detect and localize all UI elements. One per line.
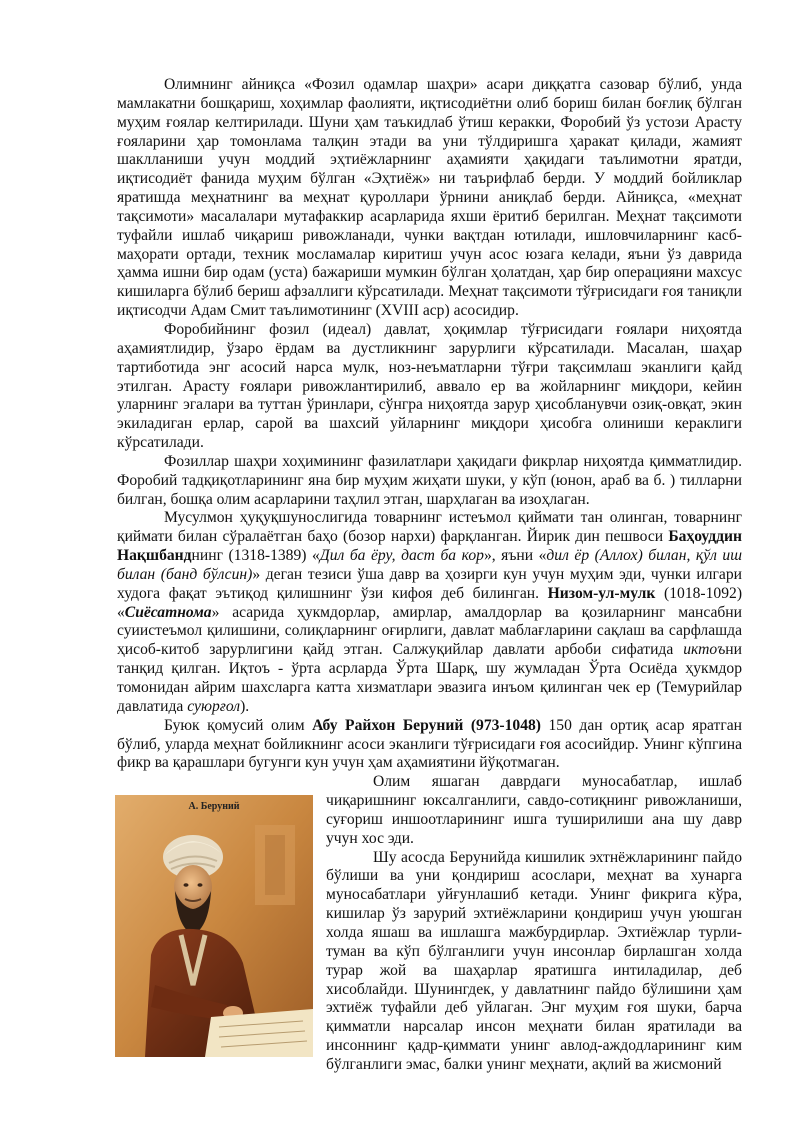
text-run: » асарида ҳукмдорлар, амирлар, амалдорлар ва қозиларнинг мансабни суиистеъмол қилишини, солиқларнинг оғирлиги, давлат маблағларини сақлаш ва сарфлашда ҳисоб-китоб зарурлигини қайд этган. Салжуқийлар давлати арбоби сифатида (117, 603, 742, 659)
paragraph (117, 453, 742, 510)
text-run: », яъни « (483, 547, 547, 565)
paragraph (117, 321, 742, 453)
paragraph: Шу асосда Берунийда кишилик эхтнёжларининг пайдо бўлиши ва уни қондириш асослари, меҳнат ва хунарга муносабатлари уйғунлашиб кетади. Унинг фикрига кўра, кишилар ўз зарурий эхтиёжларини қондириш учун уюшган холда яшаш ва ишлашга мажбурдирлар. Эхтиёжлар турли-туман ва кўп бўлганлиги учун инсонлар бирлашган холда турар жой ва шаҳарлар яратишга интиладилар, деб хисоблайди. Шунингдек, у давлатнинг пайдо бўлишини ҳам эхтиёж туфайли деб уйлаган. Энг муҳим ғоя шуки, барча қимматли нарсалар инсон меҳнати билан яратилади ва инсоннинг қадр-қиммати унинг авлод-аждодларининг ким бўлганлиги эмас, балки унинг меҳнати, ақлий ва жисмоний (326, 848, 742, 1073)
text-run: ). (240, 697, 250, 715)
text-run: » деган тезиси ўша давр ва ҳозирги кун учун муҳим эди, чунки илгари худога фақат эътиқод қилишнинг ўзи кифоя деб билинган. (117, 565, 742, 602)
text-run: иктоъ (683, 641, 726, 659)
paragraph (117, 76, 742, 321)
portrait-figure (115, 795, 313, 1057)
text-run: Сиёсатнома (124, 603, 212, 621)
figure-caption: А. Беруний (188, 801, 240, 813)
document-body (117, 76, 742, 773)
text-run: дил ёр (Аллох) билан, қўл иш билан (банд бўлсин) (117, 547, 743, 583)
text-run: Мусулмон ҳуқуқшунослигида товарнинг истеъмол қиймати тан олинган, товарнинг қиймати билан сўралаётган баҳо (бозор нархи) фарқланган. Йирик дин пешвоси (117, 509, 742, 546)
text-run: Низом-ул-мулк (547, 584, 656, 602)
text-run: суюрғол (187, 697, 241, 715)
text-run: Форобийнинг фозил (идеал) давлат, ҳоқимлар тўғрисидаги ғоялари ниҳоятда аҳамиятлидир, ўзаро ёрдам ва дустликнинг зарурлиги кўрсатилади. Масалан, шаҳар тартиботида энг асосий нарса мулк, ноз-неъматларни тўғри тақсимлаш эканлиги қайд этилган. Арасту ғоялари ривожлантирилиб, аввало ер ва жойларнинг миқдори, кейин уларнинг эгалари ва туттан ўринлари, сўнгра ниҳоятда зарур ҳисобланувчи озиқ-овқат, экин экиладиган ерлар, сарой ва шахсий уйларнинг миқдори ҳисобга олиниши кераклиги кўрсатилади. (117, 320, 742, 452)
text-run: нинг (1318-1389) « (191, 547, 320, 565)
figure-side-text (117, 773, 742, 1075)
text-run: Фозиллар шаҳри хоҳимининг фазилатлари ҳақидаги фикрлар ниҳоятда қимматлидир. Форобий тадқиқотларининг яна бир муҳим жиҳати шуки, у кўп (юнон, араб ва б. ) тилларни билган, бошқа олим асарларини таҳлил этган, шарҳлаган ва изоҳлаган. (117, 452, 742, 508)
biruni-portrait-image (115, 795, 313, 1057)
text-run: ни танқид қилган. Иқтоъ - ўрта асрларда Ўрта Шарқ, шу жумладан Ўрта Осиёда ҳукмдор томонидан айрим шахсларга катта хизматлари эвазига инъом қилинган чек ер (Темурийлар давлатида (117, 641, 742, 715)
text-run: 150 дан ортиқ асар яратган бўлиб, уларда меҳнат бойликнинг асоси эканлиги тўғрисидаги ғоя асосийдир. Унинг кўпгина фикр ва қарашлари бугунги кун учун ҳам аҳамиятини йўқотмаган. (117, 716, 743, 772)
paragraph: Олим яшаган даврдаги муносабатлар, ишлаб чиқаришнинг юксалганлиги, савдо-сотиқнинг ривожланиши, суғориш иншоотларининг ишга туширилиши ана шу давр учун хос эди. (326, 773, 742, 847)
paragraph (117, 717, 742, 774)
text-run: Баҳоуддин Нақшбанд (117, 528, 742, 565)
text-run: Абу Райхон Беруний (973-1048) (312, 716, 541, 734)
text-run: Буюк қомусий олим (164, 716, 313, 734)
paragraph (117, 509, 742, 716)
text-run: (1018-1092) « (117, 584, 743, 621)
text-run: Олимнинг айниқса «Фозил одамлар шаҳри» асари диққатга сазовар бўлиб, унда мамлакатни бошқариш, хоҳимлар фаолияти, иқтисодиётни олиб бориш билан боғлиқ бўлган муҳим ғоялар келтирилади. Шуни ҳам таъкидлаб ўтиш керакки, Форобий ўз устози Арасту ғояларини ҳар томонлама талқин этади ва уни тўлдиришга ҳаракат қилади, жамият шаклланиши учун моддий эҳтиёжларнинг аҳамияти ҳақидаги таълимотни яратди, иқтисодиёт фанида муҳим бўлган «Эҳтиёж» ни таърифлаб берди. У моддий бойликлар яратишда меҳнатнинг ва меҳнат қуроллари ўрнини аниқлаб берди. Айниқса, «меҳнат тақсимоти» масалалари мутафаккир асарларида яхши ёритиб берилган. Меҳнат тақсимоти туфайли ишлаб чиқариш ривожланади, чунки вақтдан ютилади, ишловчиларнинг касб-маҳорати ортади, техник мосламалар киритиш учун асос юзага келади, яъни ўз даврида ҳамма ишни бир одам (уста) бажариши мумкин бўлган ҳолатдан, ҳар бир операцияни махсус кишиларга бўлиб бериш афзаллиги кўрсатилади. Меҳнат тақсимоти тўғрисидаги ғоя таниқли иқтисодчи Адам Смит таълимотининг (XVIII аср) асосидир. (117, 76, 742, 320)
text-run: Дил ба ёру, даст ба кор (319, 547, 484, 565)
